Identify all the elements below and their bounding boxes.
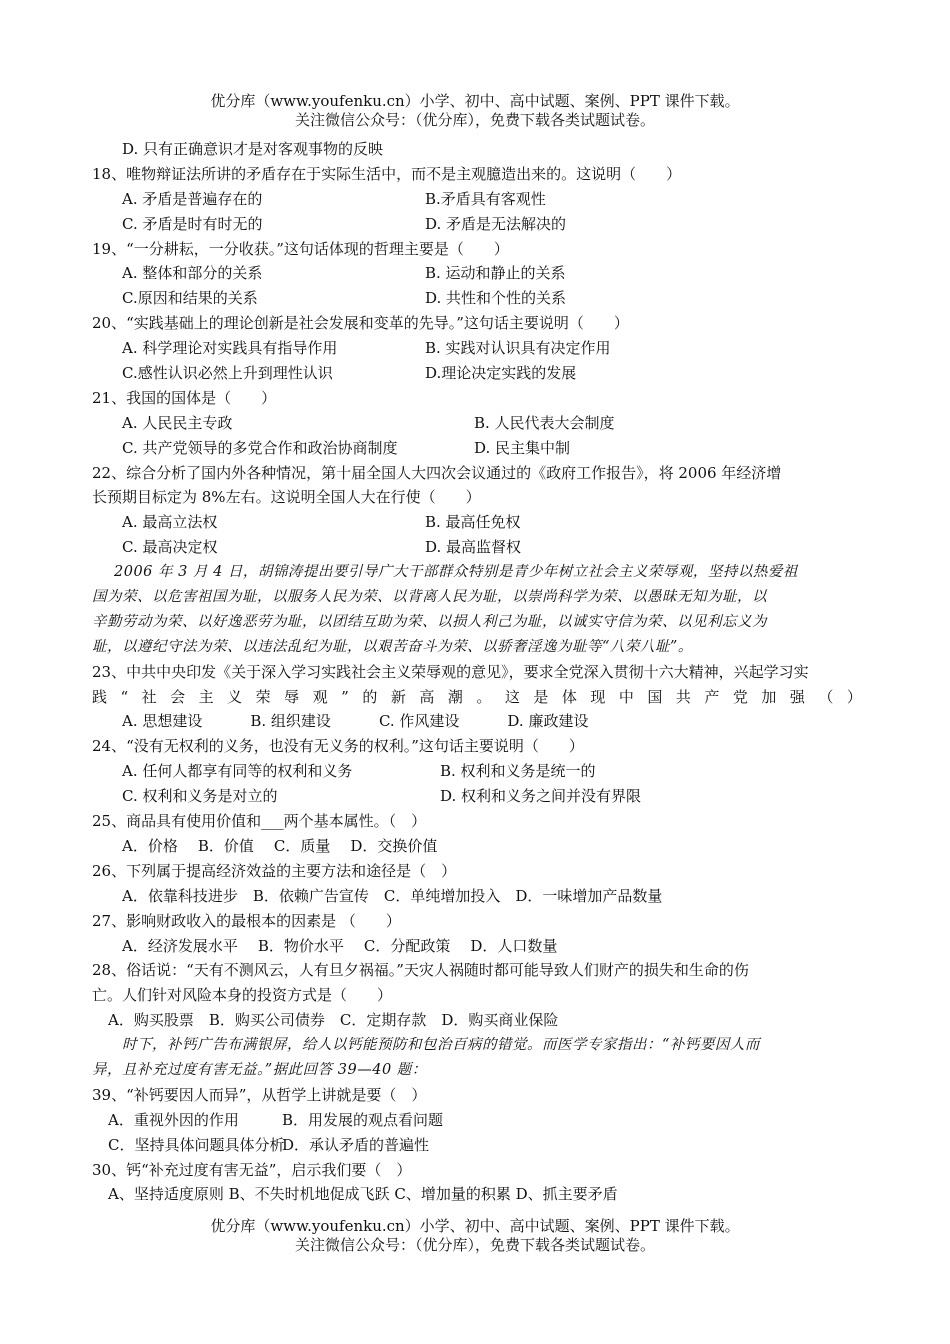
q27-option-c: C．分配政策 xyxy=(363,936,451,955)
q23-options xyxy=(92,709,862,734)
q21-option-d: D. 民主集中制 xyxy=(474,438,571,457)
q23-stem-char: 是 xyxy=(533,687,549,706)
q39-option-d: D．承认矛盾的普遍性 xyxy=(282,1135,430,1154)
q25-stem: 25、商品具有使用价值和___两个基本属性。（ ） xyxy=(92,812,427,831)
exam-content xyxy=(92,137,862,1207)
q20-options-row2 xyxy=(92,361,862,386)
q21-option-a: A. 人民民主专政 xyxy=(122,413,233,432)
q23-option-c: C. 作风建设 xyxy=(378,712,460,731)
q18-options-row2 xyxy=(92,212,862,237)
page-footer xyxy=(0,1217,950,1255)
q19-option-b: B. 运动和静止的关系 xyxy=(425,264,566,283)
q23-stem-char: 荣 xyxy=(255,687,271,706)
q22-options-row2 xyxy=(92,535,862,560)
q23-stem-char: 。 xyxy=(476,687,492,706)
q21-option-b: B. 人民代表大会制度 xyxy=(474,413,615,432)
q23-stem-char: 强 xyxy=(789,687,805,706)
page-header xyxy=(0,92,950,130)
passage2-line2: 异，且补充过度有害无益。”据此回答 39—40 题： xyxy=(92,1061,427,1078)
q20-stem: 20、“实践基础上的理论创新是社会发展和变革的先导。”这句话主要说明（ ） xyxy=(92,314,629,333)
q39-option-a: A．重视外因的作用 xyxy=(108,1110,239,1129)
q21-option-c: C. 共产党领导的多党合作和政治协商制度 xyxy=(122,438,398,457)
q23-stem-char: 产 xyxy=(704,687,720,706)
q19-option-d: D. 共性和个性的关系 xyxy=(425,289,567,308)
q28-stem-line1: 28、俗话说：“天有不测风云，人有旦夕祸福。”天灾人祸随时都可能导致人们财产的损失和生命的伤 xyxy=(92,961,749,980)
q25-option-d: D．交换价值 xyxy=(350,836,438,855)
q22-option-c: C. 最高决定权 xyxy=(122,538,218,557)
q24-option-a: A. 任何人都享有同等的权利和义务 xyxy=(122,762,353,781)
q23-stem-char: 社 xyxy=(141,687,157,706)
q20-option-b: B. 实践对认识具有决定作用 xyxy=(425,339,611,358)
q23-stem-char: “ xyxy=(120,687,129,706)
q21-options-row2 xyxy=(92,436,862,461)
q23-stem-char: 国 xyxy=(647,687,663,706)
q30-stem: 30、钙“补充过度有害无益”，启示我们要（ ） xyxy=(92,1160,412,1179)
q24-options-row1 xyxy=(92,759,862,784)
q27-option-b: B．物价水平 xyxy=(257,936,344,955)
q18-option-d: D. 矛盾是无法解决的 xyxy=(425,214,567,233)
passage1-line2: 国为荣、以危害祖国为耻，以服务人民为荣、以背离人民为耻，以崇尚科学为荣、以愚昧无知为耻，以 xyxy=(92,589,767,606)
passage1-line4: 耻，以遵纪守法为荣、以违法乱纪为耻，以艰苦奋斗为荣、以骄奢淫逸为耻等“八荣八耻”。 xyxy=(92,638,693,655)
footer-line-1: 优分库（www.youfenku.cn）小学、初中、高中试题、案例、PPT 课件下载。 xyxy=(210,1217,740,1235)
q23-stem-char: 共 xyxy=(675,687,691,706)
q18-option-a: A. 矛盾是普遍存在的 xyxy=(122,189,263,208)
q23-stem-char: 辱 xyxy=(284,687,300,706)
q22-stem-line1: 22、综合分析了国内外各种情况，第十届全国人大四次会议通过的《政府工作报告》，将 2006 年经济增 xyxy=(92,463,782,482)
q39-option-b: B．用发展的观点看问题 xyxy=(282,1110,444,1129)
q20-options-row1 xyxy=(92,336,862,361)
q20-option-d: D.理论决定实践的发展 xyxy=(425,364,577,383)
q23-stem-char: 践 xyxy=(92,687,108,706)
passage1-line3: 辛勤劳动为荣、以好逸恶劳为耻，以团结互助为荣、以损人利己为耻，以诚实守信为荣、以见利忘义为 xyxy=(92,613,767,630)
passage2-line1: 时下，补钙广告布满银屏，给人以钙能预防和包治百病的错觉。而医学专家指出：“补钙要因人而 xyxy=(122,1037,760,1054)
q23-stem-char: 潮 xyxy=(447,687,463,706)
q23-stem-char: ） xyxy=(846,687,862,706)
q25-option-b: B．价值 xyxy=(197,836,254,855)
q23-stem-char: 主 xyxy=(198,687,214,706)
q18-options-row1 xyxy=(92,187,862,212)
q25-option-a: A．价格 xyxy=(122,836,178,855)
q27-option-d: D．人口数量 xyxy=(470,936,558,955)
q22-option-d: D. 最高监督权 xyxy=(425,538,522,557)
q22-option-b: B. 最高任免权 xyxy=(425,513,521,532)
q23-stem-char: 观 xyxy=(312,687,328,706)
q28-stem-line2: 亡。人们针对风险本身的投资方式是（ ） xyxy=(92,986,393,1005)
q27-options xyxy=(92,934,862,959)
q24-options-row2 xyxy=(92,784,862,809)
q23-option-d: D. 廉政建设 xyxy=(507,712,589,731)
q18-option-b: B.矛盾具有客观性 xyxy=(425,189,546,208)
q23-stem-char: 党 xyxy=(732,687,748,706)
q20-option-a: A. 科学理论对实践具有指导作用 xyxy=(122,339,338,358)
q21-stem: 21、我国的国体是（ ） xyxy=(92,388,277,407)
q17-option-d: D. 只有正确意识才是对客观事物的反映 xyxy=(122,140,384,158)
q28-options: A．购买股票 B．购买公司债券 C．定期存款 D．购买商业保险 xyxy=(108,1011,559,1030)
q24-option-c: C. 权利和义务是对立的 xyxy=(122,787,278,806)
q39-options-row1 xyxy=(92,1108,862,1133)
q24-stem: 24、“没有无权利的义务，也没有无义务的权利。”这句话主要说明（ ） xyxy=(92,737,584,756)
header-line-2: 关注微信公众号：（优分库），免费下载各类试题试卷。 xyxy=(294,111,655,129)
q19-option-c: C.原因和结果的关系 xyxy=(122,289,258,308)
q18-stem: 18、唯物辩证法所讲的矛盾存在于实际生活中，而不是主观臆造出来的。这说明（ ） xyxy=(92,164,682,183)
q23-stem-char: 义 xyxy=(227,687,243,706)
q20-option-c: C.感性认识必然上升到理性认识 xyxy=(122,364,333,383)
q23-stem-char: 体 xyxy=(561,687,577,706)
q23-stem-char: 会 xyxy=(170,687,186,706)
q23-stem-char: 中 xyxy=(618,687,634,706)
header-line-1: 优分库（www.youfenku.cn）小学、初中、高中试题、案例、PPT 课件下载。 xyxy=(210,92,740,110)
footer-line-2: 关注微信公众号：（优分库），免费下载各类试题试卷。 xyxy=(294,1236,655,1254)
q27-option-a: A．经济发展水平 xyxy=(122,936,238,955)
q23-option-b: B. 组织建设 xyxy=(250,712,331,731)
q23-stem-line2 xyxy=(92,685,862,710)
q39-options-row2 xyxy=(92,1133,862,1158)
q26-options: A．依靠科技进步 B．依赖广告宣传 C．单纯增加投入 D．一味增加产品数量 xyxy=(122,886,663,905)
q18-option-c: C. 矛盾是时有时无的 xyxy=(122,214,263,233)
q23-option-a: A. 思想建设 xyxy=(122,712,203,731)
q23-stem-char: （ xyxy=(818,687,834,706)
q19-option-a: A. 整体和部分的关系 xyxy=(122,264,263,283)
q23-stem-char: ” xyxy=(341,687,349,706)
q25-options xyxy=(92,834,862,859)
q26-stem: 26、下列属于提高经济效益的主要方法和途径是（ ） xyxy=(92,861,457,880)
q24-option-b: B. 权利和义务是统一的 xyxy=(440,762,596,781)
q22-option-a: A. 最高立法权 xyxy=(122,513,218,532)
q22-options-row1 xyxy=(92,510,862,535)
q19-stem: 19、“一分耕耘，一分收获。”这句话体现的哲理主要是（ ） xyxy=(92,239,509,258)
q23-stem-line1: 23、中共中央印发《关于深入学习实践社会主义荣辱观的意见》，要求全党深入贯彻十六大精神，兴起学习实 xyxy=(92,662,809,681)
q23-stem-char: 新 xyxy=(390,687,406,706)
q19-options-row1 xyxy=(92,261,862,286)
q21-options-row1 xyxy=(92,411,862,436)
q23-stem-char: 现 xyxy=(590,687,606,706)
q19-options-row2 xyxy=(92,286,862,311)
q30-options: A、坚持适度原则 B、不失时机地促成飞跃 C、增加量的积累 D、抓主要矛盾 xyxy=(108,1185,618,1204)
q23-stem-char: 加 xyxy=(761,687,777,706)
q23-stem-char: 这 xyxy=(504,687,520,706)
q39-option-c: C．坚持具体问题具体分析 xyxy=(108,1135,285,1154)
q23-stem-char: 高 xyxy=(419,687,435,706)
passage1-line1: 2006 年 3 月 4 日，胡锦涛提出要引导广大干部群众特别是青少年树立社会主义荣辱观，坚持以热爱祖 xyxy=(114,564,798,581)
q39-stem: 39、“补钙要因人而异”，从哲学上讲就是要（ ） xyxy=(92,1085,427,1104)
q23-stem-char: 的 xyxy=(362,687,378,706)
q25-option-c: C．质量 xyxy=(273,836,331,855)
q27-stem: 27、影响财政收入的最根本的因素是 （ ） xyxy=(92,911,401,930)
q24-option-d: D. 权利和义务之间并没有界限 xyxy=(440,787,642,806)
q22-stem-line2: 长预期目标定为 8%左右。这说明全国人大在行使（ ） xyxy=(92,488,481,507)
